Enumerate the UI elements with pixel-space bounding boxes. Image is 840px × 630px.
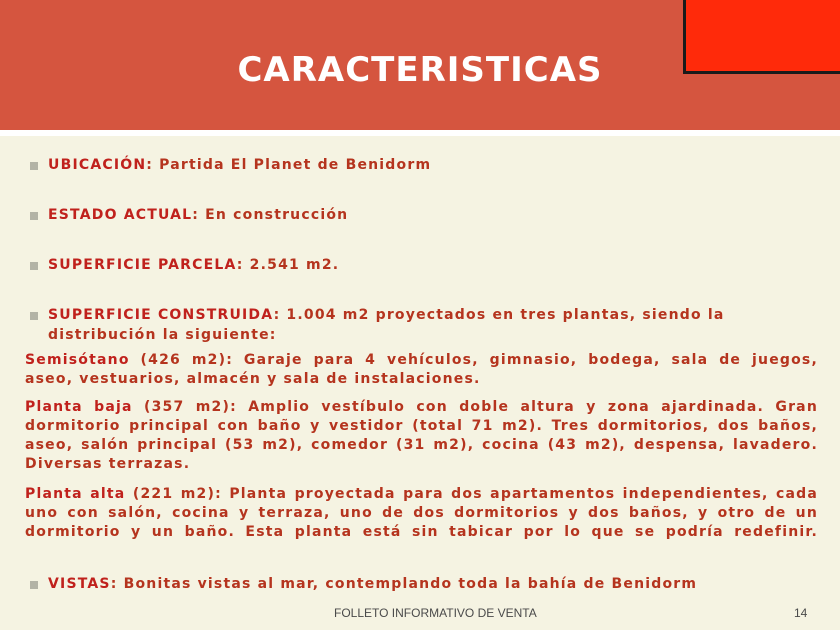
bullet-square-icon (30, 312, 38, 320)
floor-text-line: (357 m2): Amplio vestíbulo con doble altura y zona ajardinada. Gran (132, 399, 818, 415)
floor-text-line: uno con salón, cocina y terraza, uno de dos dormitorios y dos baños, y otro de un (25, 505, 818, 521)
bullet-value: : 2.541 m2. (236, 257, 340, 273)
slide-title: CARACTERISTICAS (237, 50, 603, 90)
bullet-value: : 1.004 m2 proyectados en tres plantas, siendo la (273, 307, 725, 323)
bullet-value: : Partida El Planet de Benidorm (146, 157, 432, 173)
bullet-key: ESTADO ACTUAL (48, 207, 193, 223)
floor-semisotano (25, 351, 818, 389)
floor-text-line: aseo, salón principal (53 m2), comedor (31 m2), cocina (43 m2), despensa, lavadero. (25, 437, 818, 453)
footer-text: FOLLETO INFORMATIVO DE VENTA (334, 606, 537, 620)
bullet-key: VISTAS (48, 576, 111, 592)
bullet-square-icon (30, 581, 38, 589)
bullet-superficie-parcela (48, 257, 339, 273)
bullet-ubicacion (48, 157, 431, 173)
floor-text-line: Diversas terrazas. (25, 456, 191, 472)
floor-text-line: aseo, vestuarios, almacén y sala de instalaciones. (25, 371, 481, 387)
floor-planta-baja (25, 398, 818, 474)
floor-name: Planta alta (25, 486, 126, 502)
floor-name: Planta baja (25, 399, 133, 415)
floor-text-line: (221 m2): Planta proyectada para dos apartamentos independientes, cada (125, 486, 819, 502)
floor-planta-alta (25, 485, 818, 542)
bullet-vistas (48, 576, 697, 592)
floor-text-line: dormitorio principal con baño y vestidor (total 71 m2). Tres dormitorios, dos baños, (25, 418, 818, 434)
bullet-value: : Bonitas vistas al mar, contemplando toda la bahía de Benidorm (110, 576, 698, 592)
bullet-square-icon (30, 262, 38, 270)
bullet-square-icon (30, 212, 38, 220)
floor-text-line: (426 m2): Garaje para 4 vehículos, gimnasio, bodega, sala de juegos, (129, 352, 818, 368)
page-number: 14 (794, 606, 808, 620)
bullet-continuation: distribución la siguiente: (48, 327, 277, 343)
bullet-key: SUPERFICIE PARCELA (48, 257, 237, 273)
floor-name: Semisótano (25, 352, 130, 368)
floor-text-line: dormitorio y un baño. Esta planta está sin tabicar por lo que se podría redefinir. (25, 524, 818, 540)
bullet-key: UBICACIÓN (48, 157, 147, 173)
bullet-estado-actual (48, 207, 348, 223)
bullet-square-icon (30, 162, 38, 170)
bullet-superficie-construida (48, 307, 725, 323)
bullet-key: SUPERFICIE CONSTRUIDA (48, 307, 274, 323)
bullet-value: : En construcción (192, 207, 349, 223)
